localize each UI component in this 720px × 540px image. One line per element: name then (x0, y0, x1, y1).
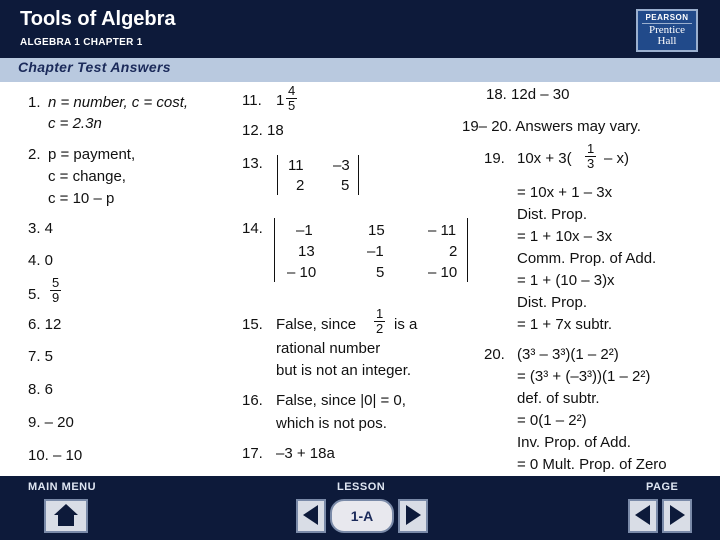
matrix-14-cell: – 10 (428, 264, 458, 281)
answer-15-fraction (374, 307, 385, 336)
fraction-numerator: 5 (52, 275, 60, 290)
answer-10: 10. – 10 (28, 447, 83, 464)
answer-17-line-1: –3 + 18a (276, 445, 335, 462)
answer-1-number: 1. (28, 94, 41, 111)
answer-11-number: 11. (242, 92, 262, 109)
answer-9: 9. – 20 (28, 414, 74, 431)
page-title: Tools of Algebra (20, 8, 176, 30)
answer-20-step: (3³ – 3³)(1 – 2²) (517, 346, 619, 363)
chapter-subtitle: ALGEBRA 1 CHAPTER 1 (20, 37, 143, 48)
arrow-left-icon (299, 501, 323, 529)
home-button[interactable] (44, 499, 88, 533)
answer-13-number: 13. (242, 155, 263, 172)
lesson-label: LESSON (337, 481, 386, 493)
publisher-logo (636, 9, 698, 52)
answer-15-line-2: rational number (276, 340, 381, 357)
answer-20-step: Inv. Prop. of Add. (517, 434, 631, 451)
logo-bottom-text (638, 25, 696, 47)
fraction-numerator: 1 (376, 306, 384, 321)
answer-15-line-1a: False, since (276, 316, 357, 333)
answer-1-line-1: n = number, c = cost, (48, 94, 189, 111)
answer-20-step: = 0 Mult. Prop. of Zero (517, 456, 667, 473)
main-menu-label: MAIN MENU (28, 481, 97, 493)
answer-2-line-3: c = 10 – p (48, 190, 115, 207)
matrix-14-cell: –1 (367, 243, 384, 260)
answer-11-whole: 1 (276, 92, 285, 109)
answer-19-step: = 10x + 1 – 3x (517, 184, 613, 201)
answer-15-number: 15. (242, 316, 263, 333)
answer-5-fraction (50, 276, 61, 305)
answer-20-number: 20. (484, 346, 505, 363)
fraction-denominator: 5 (288, 98, 296, 113)
answer-19-number: 19. (484, 150, 505, 167)
answer-2-number: 2. (28, 146, 41, 163)
answer-19-step: Dist. Prop. (517, 294, 588, 311)
answer-5-number: 5. (28, 286, 41, 303)
answer-12: 12. 18 (242, 122, 284, 139)
answer-20-step: def. of subtr. (517, 390, 600, 407)
lesson-button[interactable] (330, 499, 394, 533)
answer-11-fraction (286, 84, 297, 113)
answer-4: 4. 0 (28, 252, 54, 269)
matrix-14-cell: –1 (296, 222, 313, 239)
logo-line-1: Prentice (648, 24, 686, 36)
fraction-numerator: 4 (288, 83, 296, 98)
lesson-button-label: 1-A (350, 508, 374, 524)
answer-3: 3. 4 (28, 220, 54, 237)
fraction-numerator: 1 (587, 141, 595, 156)
answer-19-20-note: 19– 20. Answers may vary. (462, 118, 641, 135)
answer-2-line-2: c = change, (48, 168, 126, 185)
answer-15-line-1b: is a (394, 316, 418, 333)
answer-16-number: 16. (242, 392, 263, 409)
answer-8: 8. 6 (28, 381, 54, 398)
answer-19-step: = 1 + 7x subtr. (517, 316, 613, 333)
answer-19-fraction (585, 142, 596, 171)
matrix-13-cell: 5 (341, 177, 350, 194)
next-lesson-button[interactable] (398, 499, 428, 533)
answer-19-step: = 1 + 10x – 3x (517, 228, 613, 245)
answer-16-line-2: which is not pos. (276, 415, 387, 432)
matrix-14-cell: 2 (449, 243, 458, 260)
answer-19-step: Comm. Prop. of Add. (517, 250, 657, 267)
answer-20-step: = (3³ + (–3³))(1 – 2²) (517, 368, 651, 385)
answer-1-line-2: c = 2.3n (48, 115, 102, 132)
arrow-right-icon (665, 501, 689, 529)
matrix-14-cell: 15 (368, 222, 385, 239)
answer-6: 6. 12 (28, 316, 62, 333)
arrow-right-icon (401, 501, 425, 529)
answer-14-number: 14. (242, 220, 263, 237)
section-title: Chapter Test Answers (18, 59, 171, 75)
next-page-button[interactable] (662, 499, 692, 533)
answer-20-step: = 0(1 – 2²) (517, 412, 587, 429)
answer-18: 18. 12d – 30 (486, 86, 570, 103)
matrix-14-cell: 5 (376, 264, 385, 281)
matrix-14-cell: 13 (298, 243, 315, 260)
matrix-13-cell: –3 (333, 157, 350, 174)
matrix-14-cell: – 11 (428, 222, 457, 239)
answer-7: 7. 5 (28, 348, 54, 365)
answer-19-pre: 10x + 3( (517, 150, 572, 167)
answer-19-step: = 1 + (10 – 3)x (517, 272, 615, 289)
fraction-denominator: 3 (587, 156, 595, 171)
answer-16-line-1: False, since |0| = 0, (276, 392, 406, 409)
previous-lesson-button[interactable] (296, 499, 326, 533)
fraction-denominator: 2 (376, 321, 384, 336)
logo-line-2: Hall (657, 35, 677, 47)
logo-top-text: PEARSON (645, 13, 689, 22)
answer-19-post: – x) (604, 150, 630, 167)
page-label: PAGE (646, 481, 679, 493)
arrow-left-icon (631, 501, 655, 529)
matrix-14-cell: – 10 (287, 264, 317, 281)
matrix-13-cell: 11 (288, 157, 304, 174)
home-icon (51, 501, 81, 529)
answer-17-number: 17. (242, 445, 263, 462)
answer-2-line-1: p = payment, (48, 146, 136, 163)
answer-19-step: Dist. Prop. (517, 206, 588, 223)
fraction-denominator: 9 (52, 290, 60, 305)
previous-page-button[interactable] (628, 499, 658, 533)
answer-15-line-3: but is not an integer. (276, 362, 412, 379)
matrix-13-cell: 2 (296, 177, 305, 194)
